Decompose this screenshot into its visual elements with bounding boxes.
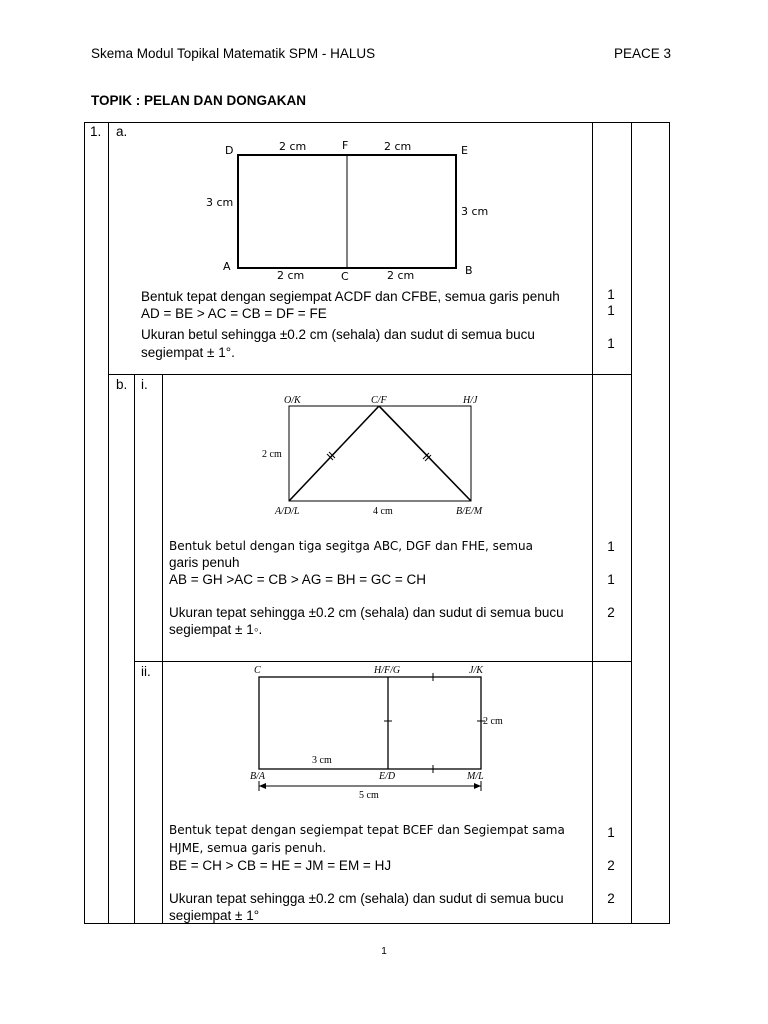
dim-bottom-right: 2 cm (387, 269, 415, 282)
a-line-4: segiempat ± 1°. (141, 345, 235, 360)
bii-line-5: segiempat ± 1° (169, 908, 260, 923)
bi-line-1: Bentuk betul dengan tiga segitga ABC, DGF dan FHE, semua (169, 539, 533, 553)
col-line-part (134, 374, 135, 924)
dim-right: 3 cm (461, 205, 489, 218)
bi-line-4: Ukuran tepat sehingga ±0.2 cm (sehala) dan sudut di semua bucu (169, 605, 564, 620)
a-mark-3: 1 (607, 336, 615, 351)
label-adl: A/D/L (275, 506, 300, 517)
dim-arrow-left (259, 783, 266, 789)
bi-mark-3: 2 (607, 605, 615, 620)
label-c: C (341, 270, 349, 283)
row-line-bi (134, 661, 632, 662)
col-line-number (108, 122, 109, 924)
a-line-3: Ukuran betul sehingga ±0.2 cm (sehala) dan sudut di semua bucu (141, 327, 535, 342)
label-d: D (225, 144, 234, 157)
a-mark-1: 1 (607, 287, 615, 302)
dim-bi-height: 2 cm (262, 449, 282, 460)
question-number: 1. (90, 124, 102, 139)
part-bi-label: i. (141, 377, 148, 392)
bi-line-2: garis penuh (169, 555, 240, 570)
bi-mark-2: 1 (607, 572, 615, 587)
diagram-bii (245, 663, 520, 803)
dim-top-left: 2 cm (279, 140, 307, 153)
label-jk: J/K (469, 665, 483, 676)
label-ed: E/D (379, 771, 396, 782)
dim-bii-height: 2 cm (483, 716, 503, 727)
label-a: A (223, 260, 231, 273)
part-b-label: b. (116, 377, 128, 392)
bii-line-4: Ukuran tepat sehingga ±0.2 cm (sehala) dan sudut di semua bucu (169, 891, 564, 906)
label-ba: B/A (250, 771, 265, 782)
col-line-marks (592, 122, 593, 924)
dim-arrow-right (474, 783, 481, 789)
row-line-a (108, 374, 632, 375)
part-bii-label: ii. (141, 664, 151, 679)
bii-mark-2: 2 (607, 858, 615, 873)
label-hfg: H/F/G (374, 665, 401, 676)
bi-line-3: AB = GH >AC = CB > AG = BH = GC = CH (169, 572, 426, 587)
diagram-bi-left-slope (289, 406, 379, 501)
bi-line-5: segiempat ± 1◦. (169, 622, 263, 637)
bii-line-2: HJME, semua garis penuh. (169, 841, 327, 855)
bi-mark-1: 1 (607, 539, 615, 554)
diagram-a (195, 135, 505, 285)
diagram-bi (255, 390, 505, 525)
diagram-bii-rectangle (259, 677, 481, 769)
dim-left: 3 cm (206, 196, 234, 209)
header-right: PEACE 3 (613, 46, 671, 61)
a-line-1: Bentuk tepat dengan segiempat ACDF dan CFBE, semua garis penuh (141, 289, 560, 304)
dim-bii-total: 5 cm (359, 790, 379, 801)
bii-mark-3: 2 (607, 891, 615, 906)
label-hj: H/J (463, 395, 478, 406)
label-cf: C/F (371, 395, 387, 406)
a-line-2: AD = BE > AC = CB = DF = FE (141, 306, 327, 321)
col-line-total (631, 122, 632, 924)
bii-line-3: BE = CH > CB = HE = JM = EM = HJ (169, 858, 392, 873)
label-ok: O/K (284, 395, 301, 406)
bii-mark-1: 1 (607, 825, 615, 840)
dim-bi-width: 4 cm (373, 506, 393, 517)
label-bem: B/E/M (456, 506, 483, 517)
label-b: B (465, 264, 473, 277)
label-e: E (461, 144, 468, 157)
bii-line-1: Bentuk tepat dengan segiempat tepat BCEF dan Segiempat sama (169, 823, 565, 837)
dim-bii-inner: 3 cm (312, 755, 332, 766)
label-ml: M/L (467, 771, 484, 782)
dim-top-right: 2 cm (384, 140, 412, 153)
dim-bottom-left: 2 cm (277, 269, 305, 282)
diagram-bi-rectangle (289, 406, 471, 501)
col-line-subpart (162, 374, 163, 924)
page-number: 1 (381, 946, 387, 957)
label-f: F (342, 139, 349, 152)
label-c2: C (254, 665, 261, 676)
part-a-label: a. (116, 124, 128, 139)
header-left: Skema Modul Topikal Matematik SPM - HALUS (91, 46, 376, 61)
diagram-bi-right-slope (379, 406, 471, 501)
topic-title: TOPIK : PELAN DAN DONGAKAN (91, 93, 307, 108)
a-mark-2: 1 (607, 303, 615, 318)
